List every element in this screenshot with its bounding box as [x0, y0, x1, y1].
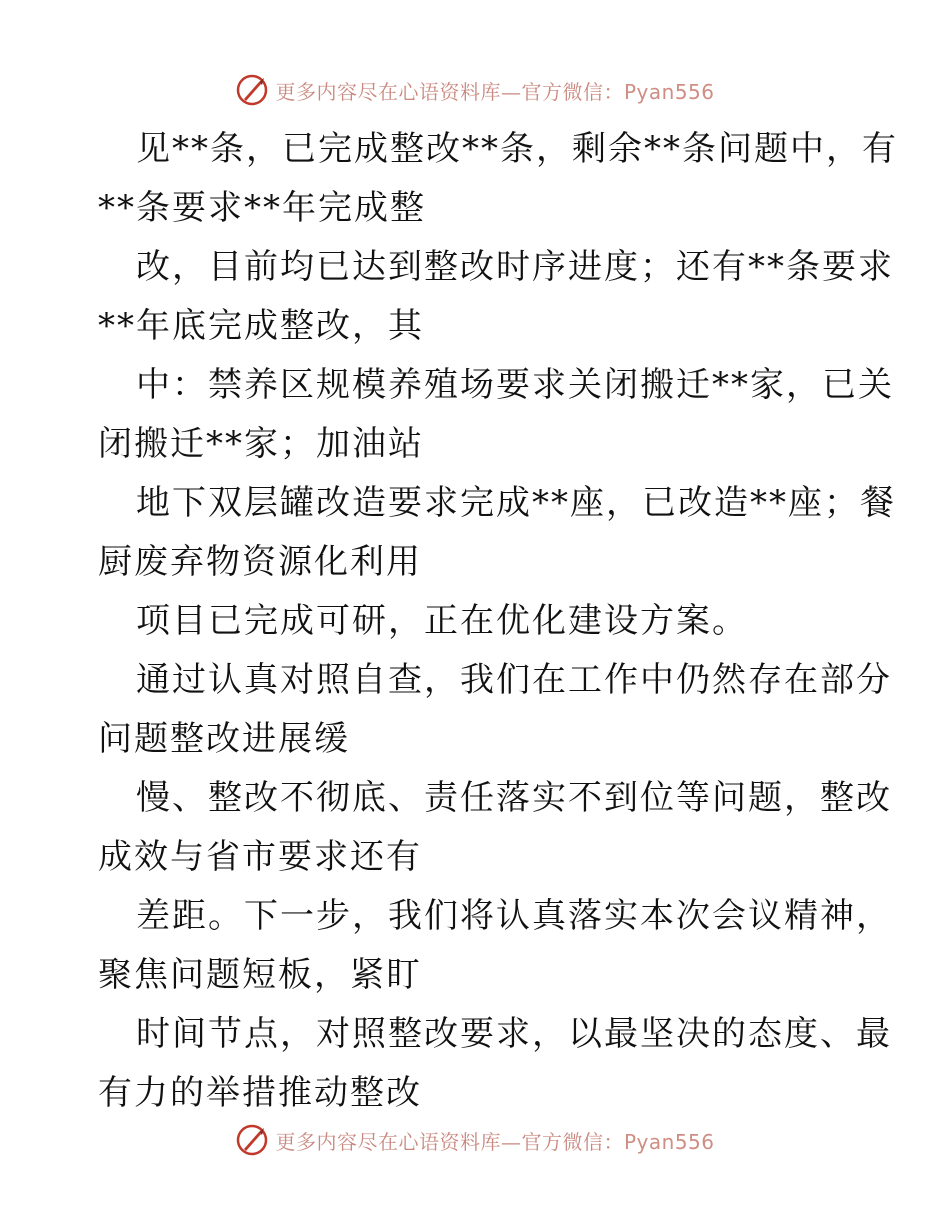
body-line: 通过认真对照自查，我们在工作中仍然存在部分: [136, 660, 892, 700]
body-line: 厨废弃物资源化利用: [98, 542, 422, 582]
header-wechat-id: Pyan556: [623, 79, 715, 104]
body-line: 闭搬迁**家；加油站: [98, 424, 424, 464]
body-line: 时间节点，对照整改要求，以最坚决的态度、最: [136, 1014, 892, 1054]
body-line: 聚焦问题短板，紧盯: [98, 955, 422, 995]
body-line: 成效与省市要求还有: [98, 837, 422, 877]
body-line: 慢、整改不彻底、责任落实不到位等问题，整改: [136, 778, 892, 818]
body-line: **条要求**年完成整: [98, 188, 426, 228]
footer-banner-text: 更多内容尽在心语资料库—官方微信：Pyan556: [275, 1129, 715, 1154]
body-line: **年底完成整改，其: [98, 306, 424, 346]
body-line: 项目已完成可研，正在优化建设方案。: [136, 601, 748, 641]
body-line: 有力的举措推动整改: [98, 1073, 422, 1113]
header-watermark-banner: [0, 70, 950, 110]
footer-watermark-banner: [0, 1120, 950, 1160]
body-line: 差距。下一步，我们将认真落实本次会议精神，: [136, 896, 892, 936]
document-body: [98, 120, 898, 1123]
header-banner-text: 更多内容尽在心语资料库—官方微信：Pyan556: [275, 79, 715, 104]
body-line: 中：禁养区规模养殖场要求关闭搬迁**家，已关: [136, 365, 894, 405]
quill-logo-icon: [235, 1123, 269, 1157]
body-line: 地下双层罐改造要求完成**座，已改造**座；餐: [136, 483, 896, 523]
quill-logo-icon: [235, 73, 269, 107]
footer-wechat-id: Pyan556: [623, 1129, 715, 1154]
body-line: 问题整改进展缓: [98, 719, 350, 759]
body-line: 见**条，已完成整改**条，剩余**条问题中，有: [136, 129, 898, 169]
body-line: 改，目前均已达到整改时序进度；还有**条要求: [136, 247, 894, 287]
